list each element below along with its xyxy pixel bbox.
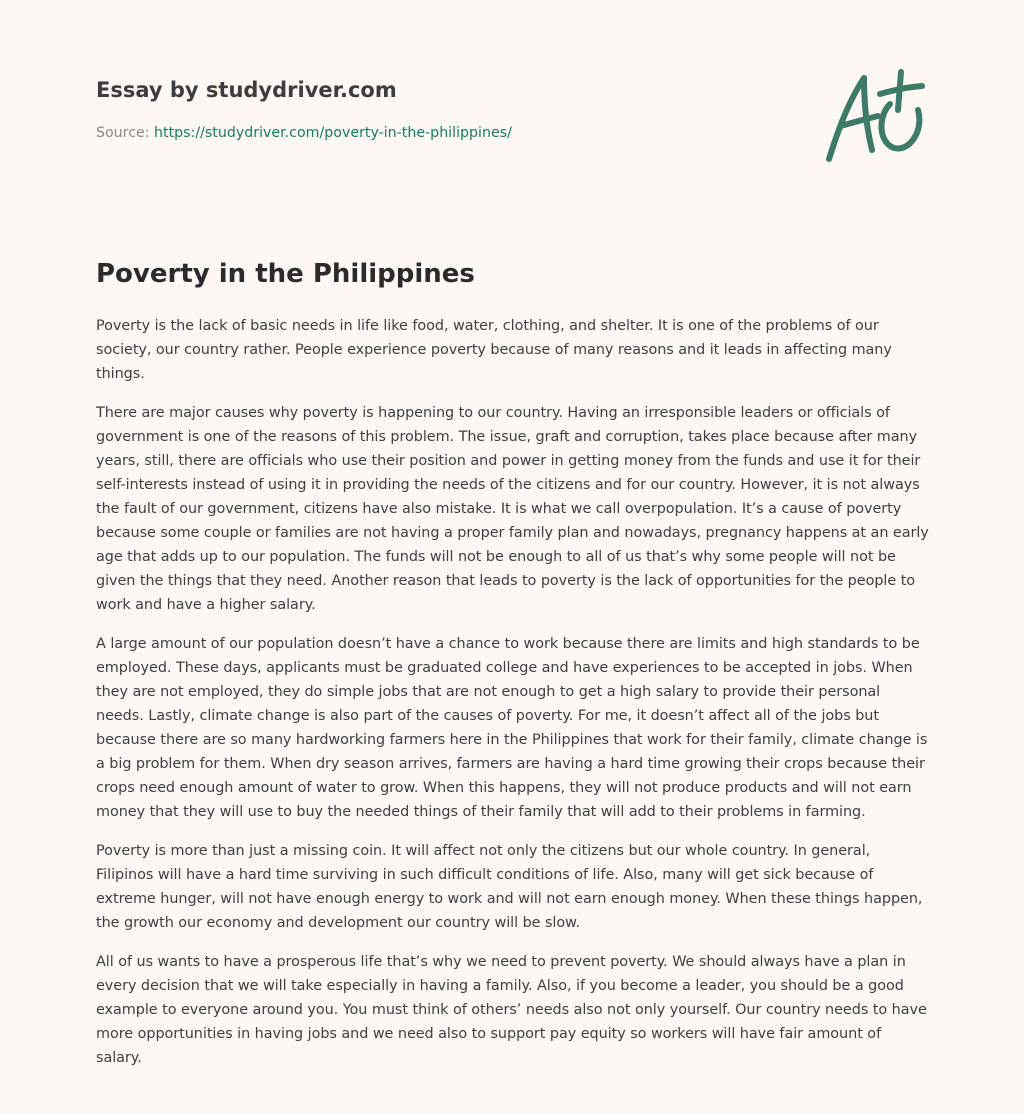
brand-title: Essay by studydriver.com [96, 78, 397, 102]
essay-paragraph: A large amount of our population doesn’t have a chance to work because there are limits and high standards to be employed. These days, applicants must be graduated college and have experiences to be accepted in jobs. When they are not employed, they do simple jobs that are not enough to get a high salary to provide their personal needs. Lastly, climate change is also part of the causes of poverty. For me, it doesn’t affect all of the jobs but because there are so many hardworking farmers here in the Philippines that work for their family, climate change is a big problem for them. When dry season arrives, farmers are having a hard time growing their crops because their crops need enough amount of water to grow. When this happens, they will not produce products and will not earn money that they will use to buy the needed things of their family that will add to their problems in farming. [96, 636, 928, 820]
source-link[interactable]: https://studydriver.com/poverty-in-the-philippines/ [154, 125, 512, 141]
essay-title: Poverty in the Philippines [96, 259, 475, 289]
a-plus-grade-icon [820, 64, 930, 166]
essay-paragraph: Poverty is more than just a missing coin. It will affect not only the citizens but our whole country. In general, Filipinos will have a hard time surviving in such difficult conditions of life. Also, many will get sick because of extreme hunger, will not have enough energy to work and will not earn enough money. When these things happen, the growth our economy and development our country will be slow. [96, 843, 923, 931]
source-label: Source: [96, 125, 155, 141]
source-line [96, 123, 796, 143]
essay-paragraph: All of us wants to have a prosperous life that’s why we need to prevent poverty. We should always have a plan in every decision that we will take especially in having a family. Also, if you become a leader, you should be a good example to everyone around you. You must think of others’ needs also not only yourself. Our country needs to have more opportunities in having jobs and we need also to support pay equity so workers will have fair amount of salary. [96, 954, 927, 1066]
essay-body [96, 314, 931, 1085]
essay-paragraph: There are major causes why poverty is happening to our country. Having an irresponsible leaders or officials of government is one of the reasons of this problem. The issue, graft and corruption, takes place because after many years, still, there are officials who use their position and power in getting money from the funds and use it for their self-interests instead of using it in providing the needs of the citizens and for our country. However, it is not always the fault of our government, citizens have also mistake. It is what we call overpopulation. It’s a cause of poverty because some couple or families are not having a proper family plan and nowadays, pregnancy happens at an early age that adds up to our population. The funds will not be enough to all of us that’s why some people will not be given the things that they need. Another reason that leads to poverty is the lack of opportunities for the people to work and have a higher salary. [96, 405, 929, 613]
essay-paragraph: Poverty is the lack of basic needs in life like food, water, clothing, and shelter. It is one of the problems of our society, our country rather. People experience poverty because of many reasons and it leads in affecting many things. [96, 318, 892, 382]
page-header [96, 76, 796, 143]
